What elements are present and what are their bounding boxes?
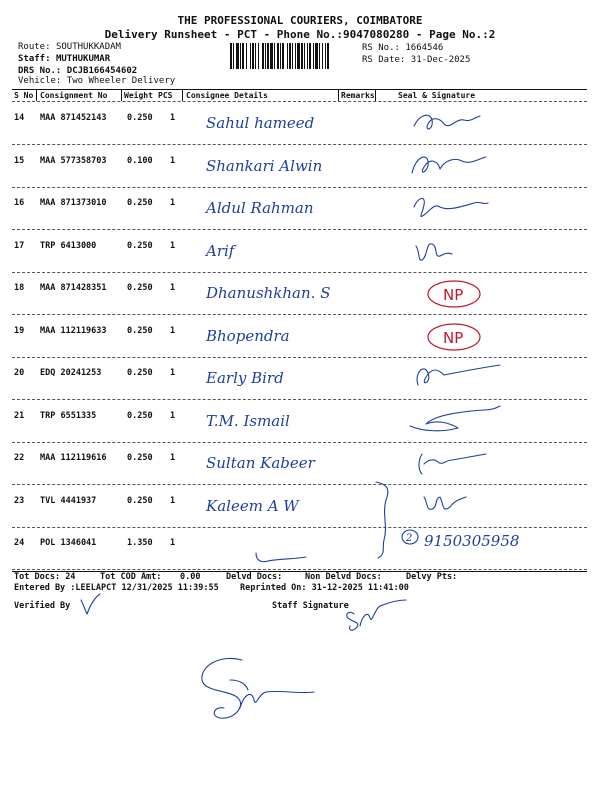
rs-no-label: RS No.: <box>362 43 400 53</box>
table-row <box>12 102 587 145</box>
np-stamp-text: NP <box>443 286 464 304</box>
drs-label: DRS No.: <box>18 66 62 76</box>
consignment-number: TRP 6413000 <box>40 240 97 251</box>
consignee-scribble <box>256 553 306 562</box>
pieces: 1 <box>170 368 176 378</box>
weight: 0.250 <box>127 410 153 421</box>
serial-number: 22 <box>14 453 25 463</box>
barcode-bar <box>274 43 275 69</box>
pieces: 1 <box>170 410 176 421</box>
weight: 0.250 <box>127 240 153 251</box>
consignee-name: Early Bird <box>206 369 284 387</box>
consignee-handwritten-name <box>198 361 358 393</box>
barcode-bar <box>280 43 281 69</box>
tot-cod <box>100 572 161 582</box>
recipient-signature <box>404 444 514 482</box>
weight: 0.250 <box>127 283 153 293</box>
barcode-bar <box>322 43 323 69</box>
consignee-handwritten-name <box>198 319 358 351</box>
vehicle-line <box>18 76 175 86</box>
consignee-name: Aldul Rahman <box>206 199 314 217</box>
tot-cod-label: Tot COD Amt: <box>100 572 162 582</box>
rs-no-value: 1664546 <box>405 43 444 53</box>
tot-docs-label: Tot Docs: <box>14 572 61 582</box>
pieces: 1 <box>170 155 176 166</box>
consignee-name: Arif <box>206 241 235 260</box>
barcode-bar <box>258 43 259 69</box>
consignee-name: Shankari Alwin <box>206 156 323 175</box>
staff-label: Staff: <box>18 54 51 64</box>
recipient-signature <box>404 359 514 397</box>
route-line <box>18 42 121 52</box>
weight: 1.350 <box>127 538 153 548</box>
staff-line <box>18 54 110 64</box>
barcode-bar <box>277 43 279 69</box>
weight: 0.250 <box>127 198 153 208</box>
consignment-number: MAA 871428351 <box>40 283 107 293</box>
table-row <box>12 400 587 443</box>
serial-number: 18 <box>14 283 25 293</box>
barcode-bar <box>287 43 288 69</box>
weight: 0.100 <box>127 155 153 166</box>
recipient-signature <box>404 104 514 142</box>
barcode-bar <box>307 43 308 69</box>
header-consignment: Consignment No <box>40 91 108 100</box>
header-consignee: Consignee Details <box>186 91 268 100</box>
verified-by-signature <box>78 592 104 616</box>
weight: 0.250 <box>127 113 153 123</box>
entered-by: Entered By :LEELAPCT 12/31/2025 11:39:55 <box>14 583 219 593</box>
pieces: 1 <box>170 113 176 123</box>
consignee-handwritten-name <box>198 489 358 521</box>
barcode-bar <box>230 43 232 69</box>
consignment-number: EDQ 20241253 <box>40 368 102 378</box>
delvd-docs-label: Delvd Docs: <box>226 572 283 582</box>
barcode-bar <box>270 43 273 69</box>
serial-number: 14 <box>14 113 25 123</box>
recipient-signature <box>404 402 514 440</box>
table-row <box>12 272 587 315</box>
reprinted-on: Reprinted On: 31-12-2025 11:41:00 <box>240 583 409 593</box>
barcode-bar <box>240 43 241 69</box>
consignment-number: MAA 112119633 <box>40 325 107 336</box>
barcode-bar <box>267 43 269 69</box>
weight: 0.250 <box>127 453 153 463</box>
company-title: THE PROFESSIONAL COURIERS, COIMBATORE <box>177 14 423 27</box>
column-divider <box>375 89 376 101</box>
column-divider <box>338 89 339 101</box>
pieces: 1 <box>170 453 176 463</box>
table-row <box>12 145 587 188</box>
weight: 0.250 <box>127 495 153 506</box>
serial-number: 21 <box>14 410 25 421</box>
weight: 0.250 <box>127 325 153 336</box>
header-sno: S No <box>14 91 34 100</box>
barcode-bar <box>295 43 296 69</box>
barcode-bar <box>250 43 251 69</box>
column-divider <box>121 89 122 101</box>
pieces: 1 <box>170 538 176 548</box>
large-signature <box>190 650 320 730</box>
np-stamp <box>404 274 514 312</box>
barcode-bar <box>315 43 318 69</box>
verified-by-label: Verified By <box>14 601 71 611</box>
barcode-bar <box>265 43 266 69</box>
header-seal: Seal & Signature <box>398 91 476 100</box>
serial-number: 24 <box>14 538 25 548</box>
serial-number: 15 <box>14 155 25 166</box>
consignment-number: POL 1346041 <box>40 538 97 548</box>
header-remarks: Remarks <box>341 91 375 100</box>
consignment-number: MAA 871373010 <box>40 198 107 208</box>
serial-number: 23 <box>14 495 25 506</box>
serial-number: 16 <box>14 198 25 208</box>
staff-value: MUTHUKUMAR <box>55 54 111 64</box>
barcode-bar <box>246 43 247 69</box>
consignee-name: T.M. Ismail <box>206 411 290 430</box>
consignee-name: Kaleem A W <box>206 496 299 515</box>
header-weight: Weight <box>124 91 153 100</box>
consignee-handwritten-name <box>198 531 358 563</box>
barcode-bar <box>301 43 303 69</box>
circled-number: 2 <box>406 533 413 544</box>
table-row <box>12 230 587 273</box>
barcode-bar <box>233 43 234 69</box>
drs-line <box>18 66 137 76</box>
pieces: 1 <box>170 495 176 506</box>
barcode-bar <box>255 43 256 69</box>
table-row <box>12 315 587 358</box>
consignee-handwritten-name <box>198 446 358 478</box>
recipient-signature <box>404 232 514 270</box>
barcode-bar <box>242 43 244 69</box>
consignee-handwritten-name <box>198 404 358 436</box>
serial-number: 17 <box>14 240 25 251</box>
consignee-handwritten-name <box>198 106 358 138</box>
barcode-bar <box>313 43 314 69</box>
staff-signature-label: Staff Signature <box>272 601 349 611</box>
weight: 0.250 <box>127 368 153 378</box>
consignment-number: MAA 871452143 <box>40 113 107 123</box>
runsheet-subtitle: Delivery Runsheet - PCT - Phone No.:9047080280 - Page No.:2 <box>104 28 496 41</box>
np-stamp <box>404 317 514 355</box>
recipient-signature <box>404 189 514 227</box>
consignment-number: TRP 6551335 <box>40 410 97 421</box>
column-divider <box>182 89 183 101</box>
staff-signature <box>340 592 410 636</box>
barcode-bar <box>282 43 284 69</box>
delvy-pts-label: Delvy Pts: <box>406 572 458 582</box>
route-value: SOUTHUKKADAM <box>55 42 121 52</box>
rs-date-label: RS Date: <box>362 55 406 65</box>
barcode <box>230 43 358 69</box>
barcode-bar <box>252 43 254 69</box>
tot-cod-value: 0.00 <box>180 572 201 582</box>
barcode-bar <box>292 43 293 69</box>
vehicle-value: Two Wheeler Delivery <box>66 76 176 86</box>
consignee-name: Bhopendra <box>206 326 290 345</box>
non-delvd-docs-label: Non Delvd Docs: <box>305 572 382 582</box>
barcode-bar <box>309 43 311 69</box>
pieces: 1 <box>170 240 176 251</box>
barcode-bar <box>297 43 300 69</box>
pieces: 1 <box>170 325 176 336</box>
rs-date-line <box>362 55 470 65</box>
barcode-bar <box>236 43 239 69</box>
table-row <box>12 187 587 230</box>
consignee-name: Sahul hameed <box>206 114 315 132</box>
consignee-handwritten-name <box>198 149 358 181</box>
consignee-name: Sultan Kabeer <box>206 454 315 472</box>
barcode-bar <box>325 43 326 69</box>
serial-number: 19 <box>14 325 25 336</box>
drs-value: DCJB166454602 <box>66 66 138 76</box>
recipient-signature <box>404 147 514 185</box>
tot-docs-value: 24 <box>65 572 76 582</box>
pieces: 1 <box>170 283 176 293</box>
barcode-bar <box>319 43 320 69</box>
consignee-handwritten-name <box>198 191 358 223</box>
rs-no-line <box>362 43 443 53</box>
consignment-number: MAA 112119616 <box>40 453 107 463</box>
tot-docs <box>14 572 75 582</box>
consignment-number: TVL 4441937 <box>40 495 97 506</box>
np-stamp-text: NP <box>443 328 464 347</box>
barcode-bar <box>289 43 291 69</box>
consignee-handwritten-name <box>198 276 358 308</box>
consignee-name: Dhanushkhan. S <box>206 284 331 302</box>
handwritten-phone-note <box>370 480 560 560</box>
table-row <box>12 442 587 485</box>
rs-date-value: 31-Dec-2025 <box>410 55 471 65</box>
barcode-bar <box>304 43 305 69</box>
handwritten-phone: 9150305958 <box>424 532 520 550</box>
consignee-handwritten-name <box>198 234 358 266</box>
route-label: Route: <box>18 42 51 52</box>
header-pcs: PCS <box>158 91 173 100</box>
pieces: 1 <box>170 198 176 208</box>
barcode-bar <box>262 43 264 69</box>
table-row <box>12 357 587 400</box>
barcode-bar <box>327 43 329 69</box>
column-divider <box>36 89 37 101</box>
serial-number: 20 <box>14 368 25 378</box>
vehicle-label: Vehicle: <box>18 76 62 86</box>
consignment-number: MAA 577358703 <box>40 155 107 166</box>
